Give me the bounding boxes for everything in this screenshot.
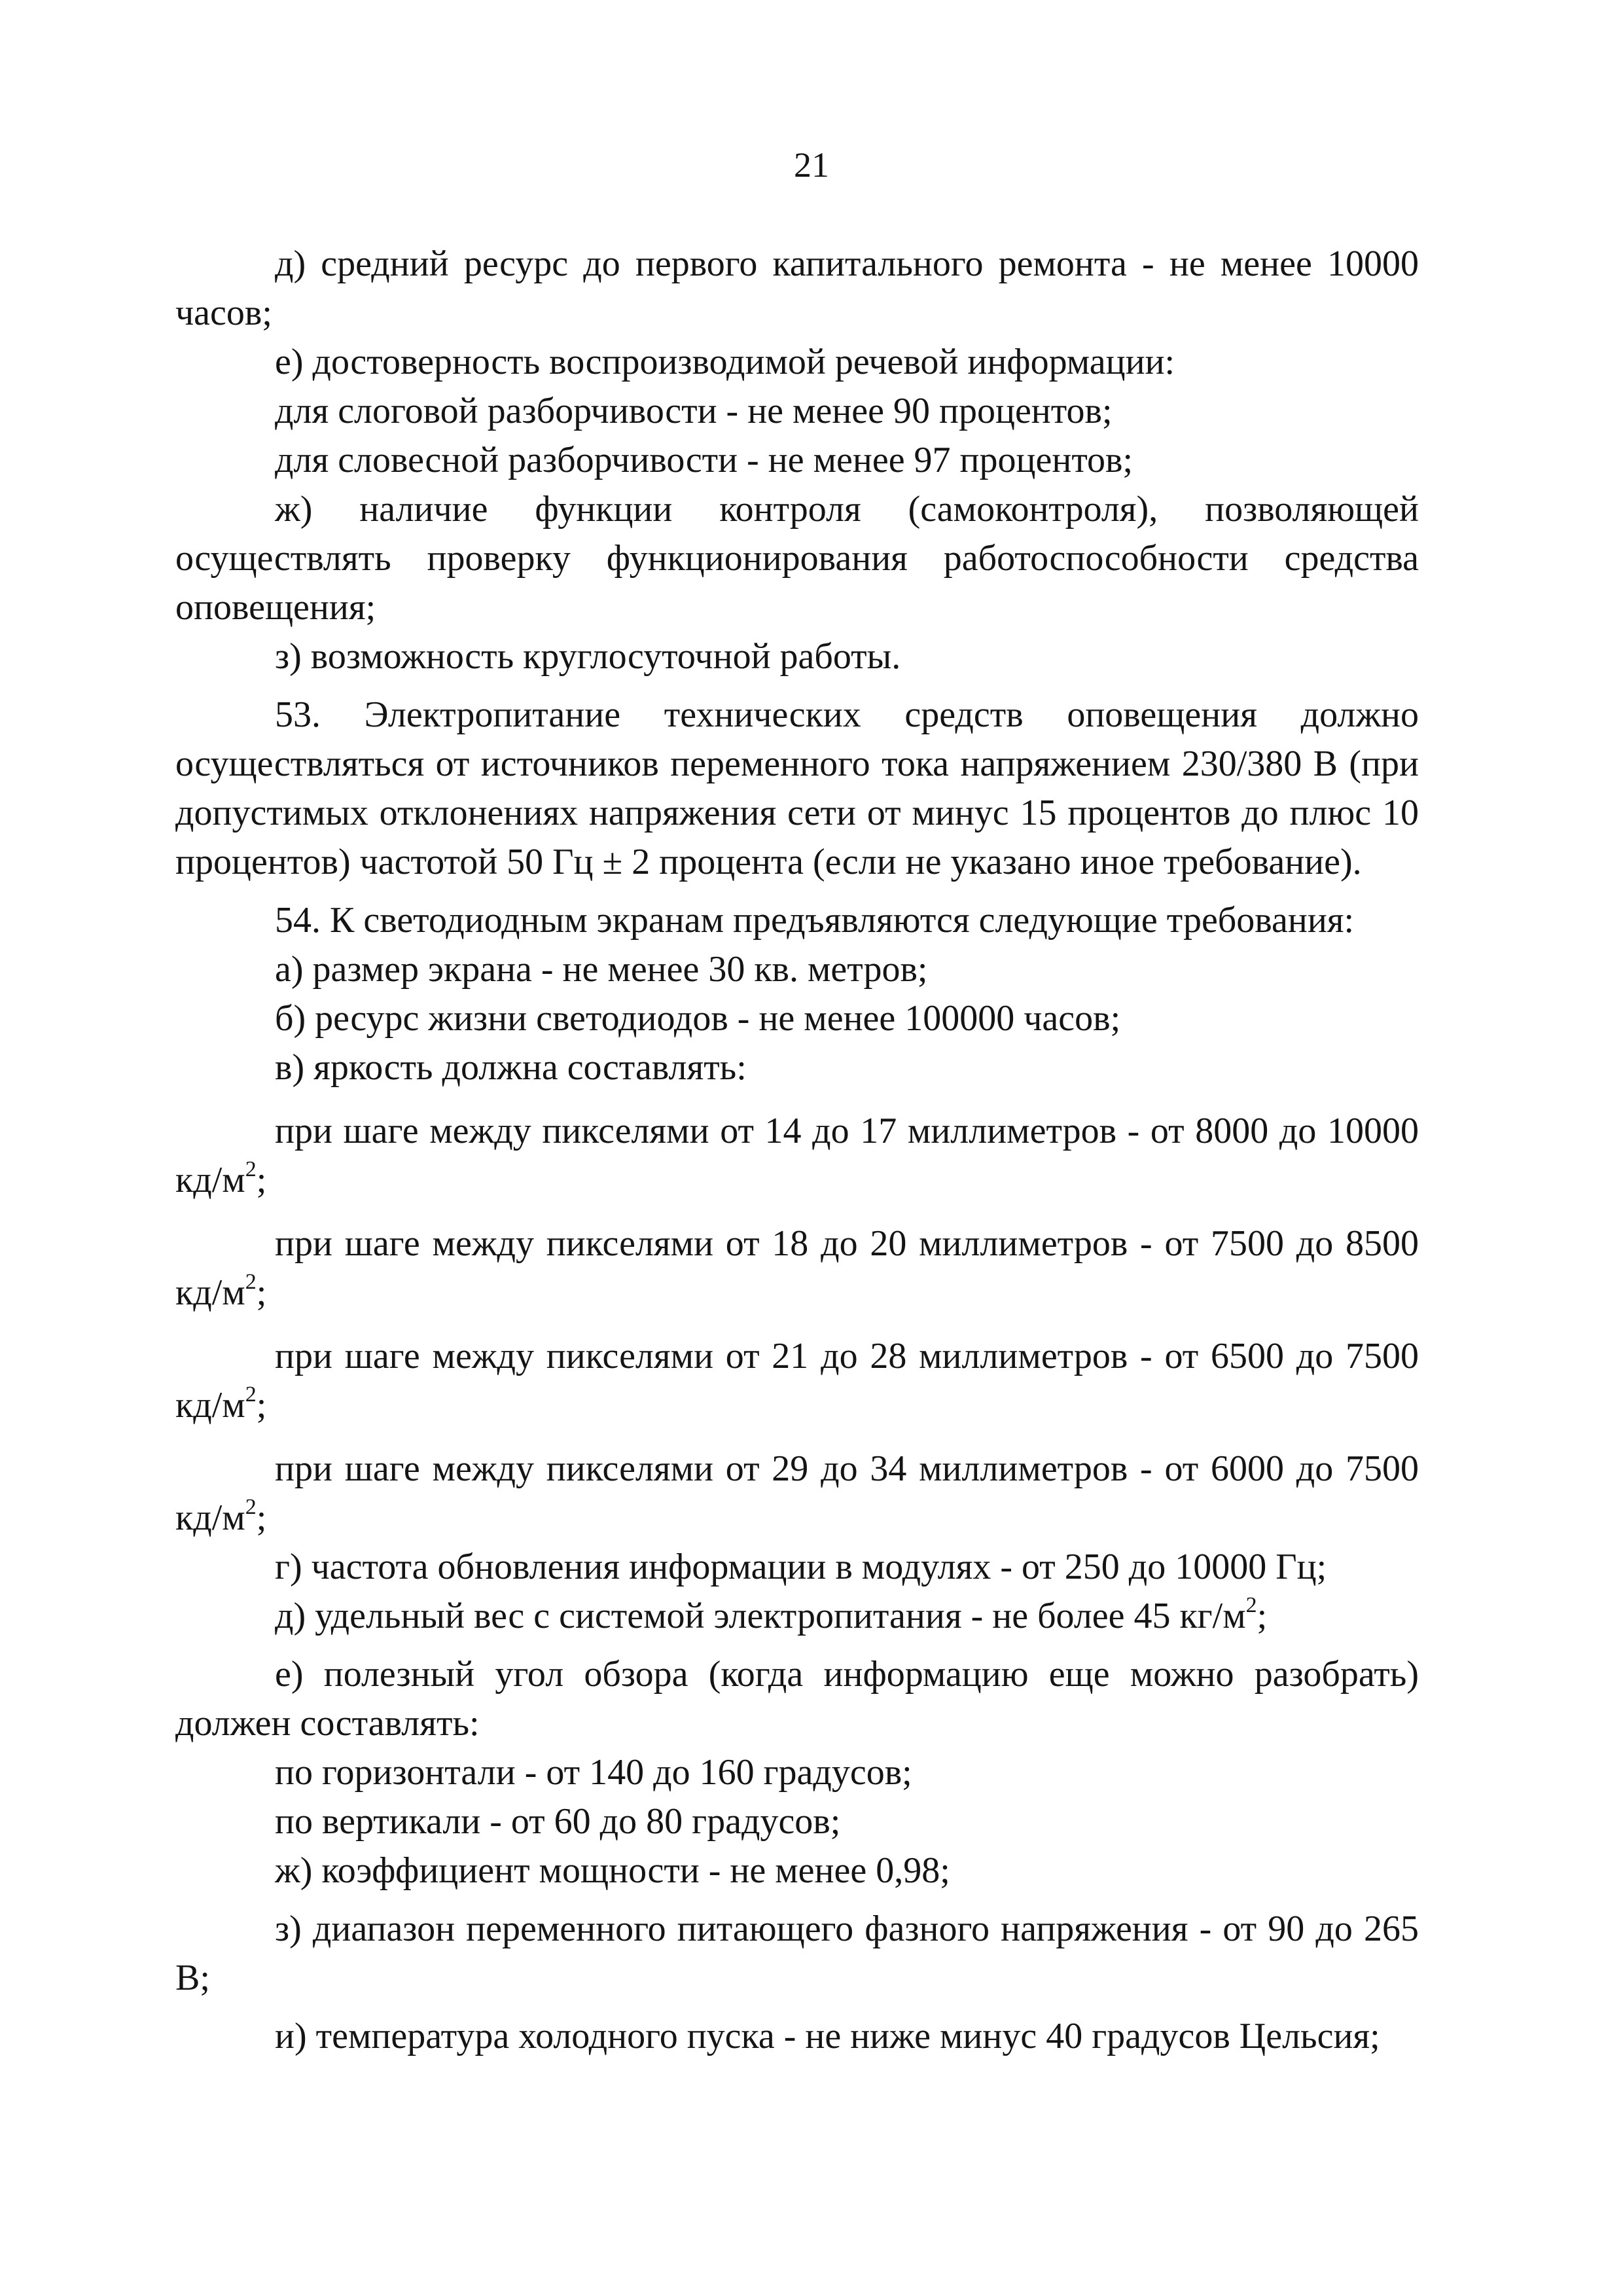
paragraph-i-cold-start: и) температура холодного пуска - не ниже минус 40 градусов Цельсия; xyxy=(275,2016,1380,2056)
paragraph-b-led-lifetime: б) ресурс жизни светодиодов - не менее 100000 часов; xyxy=(275,998,1121,1039)
superscript-two: 2 xyxy=(1245,1593,1257,1618)
superscript-two: 2 xyxy=(245,1495,257,1520)
semicolon: ; xyxy=(256,1160,267,1200)
paragraph-z-round-the-clock: з) возможность круглосуточной работы. xyxy=(275,636,901,677)
paragraph-a-screen-size: а) размер экрана - не менее 30 кв. метров; xyxy=(275,949,928,990)
semicolon: ; xyxy=(256,1385,267,1426)
paragraph-pitch-18-20 xyxy=(175,1219,1419,1318)
paragraph-zh-power-factor: ж) коэффициент мощности - не менее 0,98; xyxy=(275,1850,950,1891)
paragraph-d-specific-weight xyxy=(175,1592,1419,1641)
semicolon: ; xyxy=(1257,1596,1268,1636)
specific-weight-text: д) удельный вес с системой электропитания - не более 45 кг/м xyxy=(275,1596,1246,1636)
pitch-29-34-text: при шаге между пикселями от 29 до 34 миллиметров - от 6000 до 7500 кд/м xyxy=(175,1448,1419,1538)
paragraph-pitch-29-34 xyxy=(175,1444,1419,1543)
paragraph-d-resource: д) средний ресурс до первого капитального ремонта - не менее 10000 часов; xyxy=(175,243,1419,333)
paragraph-pitch-14-17 xyxy=(175,1107,1419,1205)
paragraph-horizontal-angle: по горизонтали - от 140 до 160 градусов; xyxy=(275,1752,912,1793)
paragraph-vertical-angle: по вертикали - от 60 до 80 градусов; xyxy=(275,1801,841,1842)
paragraph-e-viewing-angle: е) полезный угол обзора (когда информацию еще можно разобрать) должен составлять: xyxy=(175,1654,1419,1744)
paragraph-54-led-screens: 54. К светодиодным экранам предъявляются следующие требования: xyxy=(275,900,1355,941)
pitch-21-28-text: при шаге между пикселями от 21 до 28 миллиметров - от 6500 до 7500 кд/м xyxy=(175,1336,1419,1426)
semicolon: ; xyxy=(256,1272,267,1313)
pitch-18-20-text: при шаге между пикселями от 18 до 20 миллиметров - от 7500 до 8500 кд/м xyxy=(175,1223,1419,1313)
superscript-two: 2 xyxy=(245,1270,257,1295)
paragraph-pitch-21-28 xyxy=(175,1332,1419,1430)
page-number: 21 xyxy=(794,145,829,185)
superscript-two: 2 xyxy=(245,1157,257,1182)
pitch-14-17-text: при шаге между пикселями от 14 до 17 миллиметров - от 8000 до 10000 кд/м xyxy=(175,1111,1419,1200)
paragraph-syllabic: для слоговой разборчивости - не менее 90 процентов; xyxy=(275,391,1113,431)
paragraph-z-voltage-range: з) диапазон переменного питающего фазного напряжения - от 90 до 265 В; xyxy=(175,1909,1419,1998)
paragraph-53-power-supply: 53. Электропитание технических средств оповещения должно осуществляться от источников переменного тока напряжением 230/380 В (при допустимых отклонениях напряжения сети от минус 15 процентов до плюс 10 процентов) частотой 50 Гц ± 2 процента (если не указано иное требование). xyxy=(175,694,1419,882)
paragraph-verbal: для словесной разборчивости - не менее 97 процентов; xyxy=(275,440,1133,480)
document-body xyxy=(175,240,1419,2061)
paragraph-zh-self-control: ж) наличие функции контроля (самоконтроля), позволяющей осуществлять проверку функционирования работоспособности средства оповещения; xyxy=(175,489,1419,628)
superscript-two: 2 xyxy=(245,1382,257,1407)
semicolon: ; xyxy=(256,1498,267,1538)
paragraph-e-reliability: е) достоверность воспроизводимой речевой информации: xyxy=(275,342,1175,382)
paragraph-g-refresh-rate: г) частота обновления информации в модулях - от 250 до 10000 Гц; xyxy=(275,1547,1327,1587)
paragraph-v-brightness: в) яркость должна составлять: xyxy=(275,1047,747,1088)
